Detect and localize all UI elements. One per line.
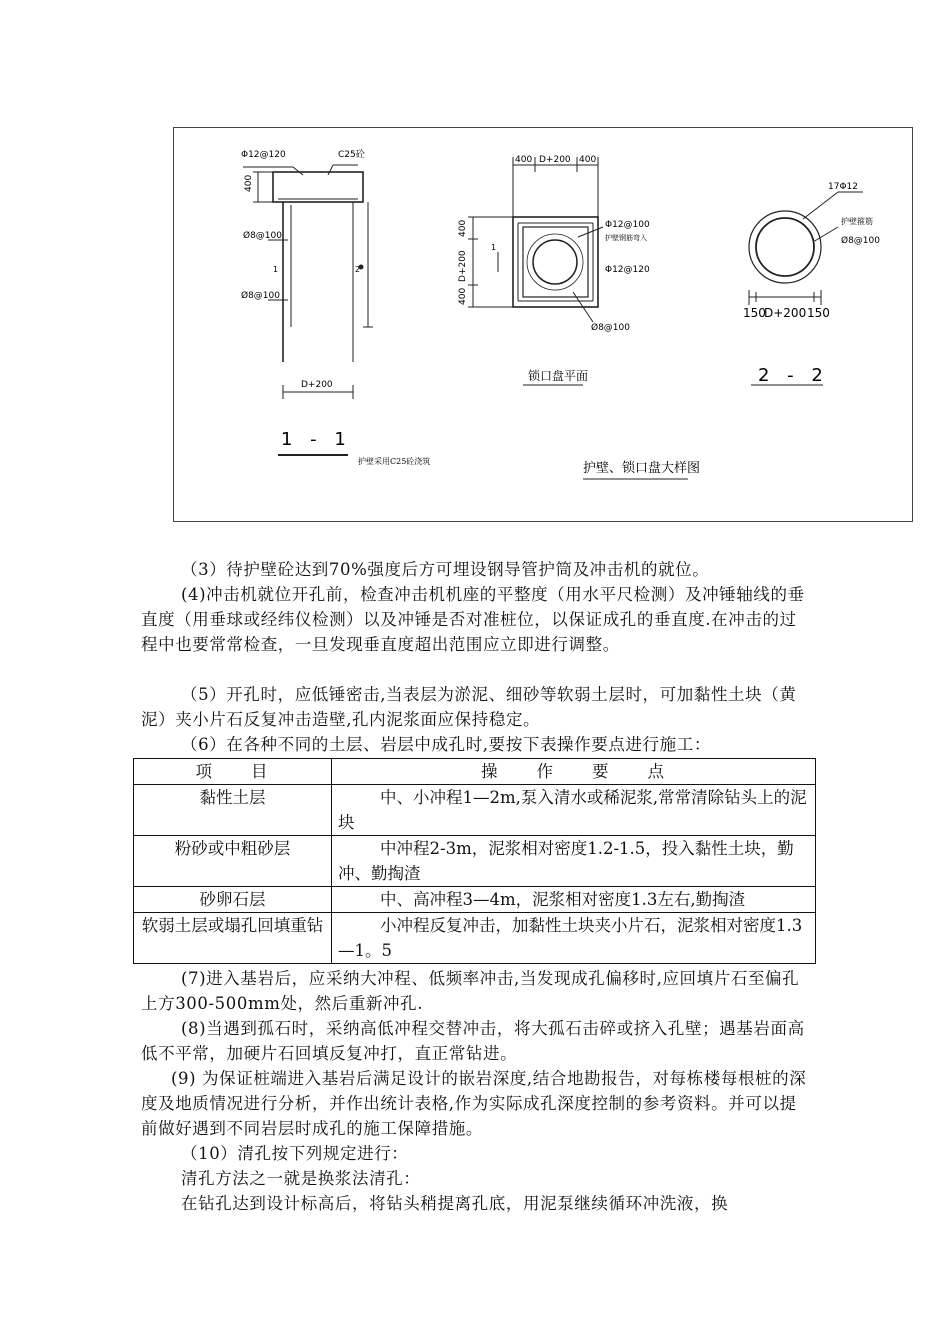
paragraph-11: 清孔方法之一就是换浆法清孔： [181,1169,421,1188]
stirrup-label-b: Ø8@100 [241,291,280,301]
paragraph-4: (4)冲击机就位开孔前，检查冲击机机座的平整度（用水平尺检测）及冲锤轴线的垂直度（用垂球或经纬仪检测）以及冲锤是否对准桩位，以保证成孔的垂直度.在冲击的过程中也要常常检查，一旦发现垂直度超出范围应立即进行调整。 [141,585,805,654]
table-cell-desc: 小冲程反复冲击，加黏性土块夹小片石，泥浆相对密度1.3—1。5 [332,913,816,964]
plan-dim-top-2: D+200 [539,155,571,165]
plan-view [468,157,603,385]
paragraph-9: (9) 为保证桩端进入基岩后满足设计的嵌岩深度,结合地勘报告，对每栋楼每根桩的深度及地质情况进行分析，并作出统计表格,作为实际成孔深度控制的参考资料。并可以提前做好遇到不同岩层时成孔的施工保障措施。 [141,1069,807,1138]
drawing-caption: 护壁、锁口盘大样图 [583,461,701,476]
table-row [134,836,816,887]
s22-dim-2: D+200 [764,306,807,320]
dim-width-label: D+200 [301,380,333,390]
section-1-1-note: 护壁采用C25砼浇筑 [358,457,431,466]
table-cell-desc: 中冲程2-3m，泥浆相对密度1.2-1.5，投入黏性土块，勤冲、勤掏渣 [332,836,816,887]
plan-title: 锁口盘平面 [528,369,589,383]
plan-rebar-3: Ø8@100 [591,323,630,333]
table-header-desc: 操 作 要 点 [332,759,816,785]
plan-note-1: 护壁钢筋弯入 [605,234,647,242]
plan-dim-side-1: 400 [458,219,468,237]
stirrup-label-a: Ø8@100 [243,231,282,241]
plan-rebar-2: Φ12@120 [605,265,650,275]
table-cell-item: 黏性土层 [134,785,332,836]
table-cell-desc: 中、小冲程1—2m,泵入清水或稀泥浆,常常清除钻头上的泥块 [332,785,816,836]
paragraph-6: （6）在各种不同的土层、岩层中成孔时,要按下表操作要点进行施工： [181,735,711,754]
plan-dim-side-3: 400 [458,287,468,305]
detail-drawing [173,127,913,522]
table-header-item: 项 目 [134,759,332,785]
rebar-top-label: Φ12@120 [241,150,286,160]
section-1-1 [243,165,373,455]
table-header-row [134,759,816,785]
s22-dim-1: 150 [743,306,766,320]
section-2-2-title: 2 - 2 [758,365,829,386]
concrete-label: C25砼 [338,150,365,160]
table-cell-item: 粉砂或中粗砂层 [134,836,332,887]
plan-marker-1: 1 [491,243,497,252]
drawing-frame [174,128,913,522]
table-row [134,887,816,913]
table-cell-desc: 中、高冲程3—4m，泥浆相对密度1.3左右,勤掏渣 [332,887,816,913]
table-cell-item: 砂卵石层 [134,887,332,913]
paragraph-5: （5）开孔时，应低锤密击,当表层为淤泥、细砂等软弱土层时，可加黏性土块（黄泥）夹小片石反复冲击造壁,孔内泥浆面应保持稳定。 [141,685,797,729]
section-marker-1: 1 [273,265,279,274]
table-row [134,913,816,964]
paragraph-8: (8)当遇到孤石时，采纳高低冲程交替冲击，将大孤石击碎或挤入孔壁；遇基岩面高低不平常，加硬片石回填反复冲打，直正常钻进。 [141,1019,805,1063]
stirrup-label: 护壁箍筋 [841,217,873,226]
plan-dim-top-1: 400 [515,155,533,165]
stirrup-value: Ø8@100 [841,236,880,246]
dim-400-label: 400 [244,174,254,192]
s22-dim-3: 150 [807,306,830,320]
paragraph-10: （10）清孔按下列规定进行： [181,1144,409,1163]
paragraph-12: 在钻孔达到设计标高后，将钻头稍提离孔底，用泥泵继续循环冲洗液，换 [181,1194,729,1213]
plan-rebar-1: Φ12@100 [605,220,650,230]
operations-table [133,758,816,964]
section-1-1-title: 1 - 1 [281,429,352,450]
plan-dim-top-3: 400 [579,155,597,165]
plan-dim-side-2: D+200 [458,250,468,282]
paragraph-3: （3）待护壁砼达到70%强度后方可埋设钢导管护筒及冲击机的就位。 [181,560,710,579]
paragraph-7: (7)进入基岩后，应采纳大冲程、低频率冲击,当发现成孔偏移时,应回填片石至偏孔上方300-500mm处，然后重新冲孔. [141,969,800,1013]
table-cell-item: 软弱土层或塌孔回填重钻 [134,913,332,964]
main-bars-label: 17Φ12 [828,182,858,192]
section-marker-2: 2 [355,265,361,274]
table-row [134,785,816,836]
